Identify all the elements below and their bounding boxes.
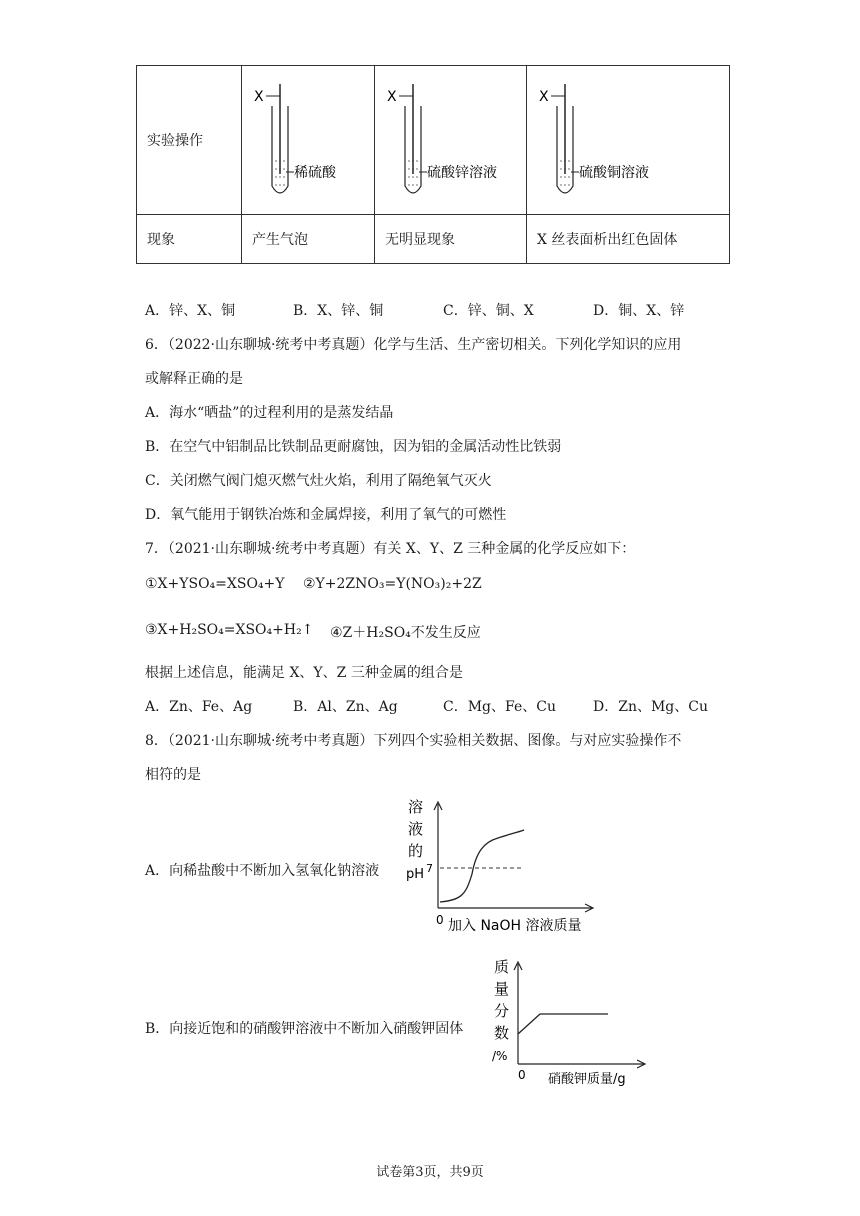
- chart-b-xlabel: 硝酸钾质量/g: [548, 1072, 626, 1087]
- chart-b-curve: [518, 1014, 608, 1034]
- q7-eq2: ②Y+2ZNO₃=Y(NO₃)₂+2Z: [303, 576, 482, 592]
- q7-eq4: ④Z＋H₂SO₄不发生反应: [330, 625, 481, 641]
- q5-option-b: B．X、锌、铜: [293, 303, 384, 319]
- row-label-phenomenon: 现象: [137, 215, 242, 264]
- q7-option-c: C．Mg、Fe、Cu: [443, 699, 556, 715]
- q8-stem-line1: 8．（2021·山东聊城·统考中考真题）下列四个实验相关数据、图像。与对应实验操作不: [145, 733, 682, 749]
- chart-a-ylabel-2: 液: [408, 820, 424, 838]
- chart-a-ref-label: 7: [426, 862, 433, 875]
- wire-label: X: [254, 89, 264, 105]
- phenomenon-2: 无明显现象: [375, 215, 527, 264]
- chart-b-ylabel-3: 分: [494, 1002, 510, 1020]
- q5-option-c: C．锌、铜、X: [443, 303, 534, 319]
- q7-stem: 7．（2021·山东聊城·统考中考真题）有关 X、Y、Z 三种金属的化学反应如下：: [145, 541, 636, 557]
- q7-eq1: ①X+YSO₄=XSO₄+Y: [145, 576, 285, 592]
- solution-label: 硫酸铜溶液: [579, 165, 649, 181]
- chart-a-ylabel-3: 的: [408, 842, 424, 860]
- test-tube-diagram-3: [527, 66, 730, 210]
- chart-a-ylabel-4: pH: [406, 867, 425, 882]
- row-label-operation: 实验操作: [137, 66, 242, 215]
- q7-question: 根据上述信息，能满足 X、Y、Z 三种金属的组合是: [145, 665, 463, 681]
- chart-b-ylabel-2: 量: [494, 980, 510, 998]
- page-footer: 试卷第3页，共9页: [376, 1165, 484, 1180]
- q5-option-d: D．铜、X、锌: [593, 303, 685, 319]
- q7-eq3: ③X+H₂SO₄=XSO₄+H₂↑: [145, 622, 314, 638]
- q7-option-b: B．Al、Zn、Ag: [293, 699, 398, 715]
- wire-label: X: [387, 89, 397, 105]
- test-tube-diagram-2: [375, 66, 527, 210]
- phenomenon-1: 产生气泡: [242, 215, 375, 264]
- tube-cell-1: [242, 66, 375, 215]
- chart-b-ylabel-5: /%: [492, 1049, 508, 1063]
- q5-option-a: A．锌、X、铜: [145, 303, 236, 319]
- ph-chart: [400, 796, 600, 942]
- q7-option-d: D．Zn、Mg、Cu: [593, 699, 708, 715]
- chart-b-ylabel-4: 数: [494, 1024, 510, 1042]
- q6-option-c: C．关闭燃气阀门熄灭燃气灶火焰，利用了隔绝氧气灭火: [145, 473, 492, 489]
- q6-option-b: B．在空气中铝制品比铁制品更耐腐蚀，因为铝的金属活动性比铁弱: [145, 439, 562, 455]
- tube-cell-3: [527, 66, 730, 215]
- wire-label: X: [539, 89, 549, 105]
- q7-option-a: A．Zn、Fe、Ag: [145, 699, 253, 715]
- chart-b-ylabel-1: 质: [494, 958, 510, 976]
- test-tube-diagram-1: [242, 66, 375, 210]
- chart-a-curve: [440, 830, 524, 902]
- q6-stem-line1: 6．（2022·山东聊城·统考中考真题）化学与生活、生产密切相关。下列化学知识的应用: [145, 337, 682, 353]
- tube-cell-2: [375, 66, 527, 215]
- q6-option-a: A．海水“晒盐”的过程利用的是蒸发结晶: [145, 405, 394, 421]
- chart-a-origin: 0: [436, 913, 444, 927]
- chart-a-xlabel: 加入 NaOH 溶液质量: [448, 918, 582, 934]
- q8-stem-line2: 相符的是: [145, 767, 201, 783]
- q8-option-a: A．向稀盐酸中不断加入氢氧化钠溶液: [145, 863, 380, 879]
- table-row: [137, 66, 730, 215]
- chart-a-ylabel-1: 溶: [408, 798, 424, 816]
- mass-fraction-chart: [484, 956, 654, 1091]
- table-row: [137, 215, 730, 264]
- solution-label: 稀硫酸: [294, 165, 336, 181]
- q6-stem-line2: 或解释正确的是: [145, 371, 243, 387]
- q8-option-b: B．向接近饱和的硝酸钾溶液中不断加入硝酸钾固体: [145, 1021, 464, 1037]
- phenomenon-3: X 丝表面析出红色固体: [527, 215, 730, 264]
- experiment-table: [136, 65, 730, 264]
- q6-option-d: D．氧气能用于钢铁冶炼和金属焊接，利用了氧气的可燃性: [145, 507, 507, 523]
- solution-label: 硫酸锌溶液: [427, 165, 497, 181]
- chart-b-origin: 0: [518, 1068, 526, 1082]
